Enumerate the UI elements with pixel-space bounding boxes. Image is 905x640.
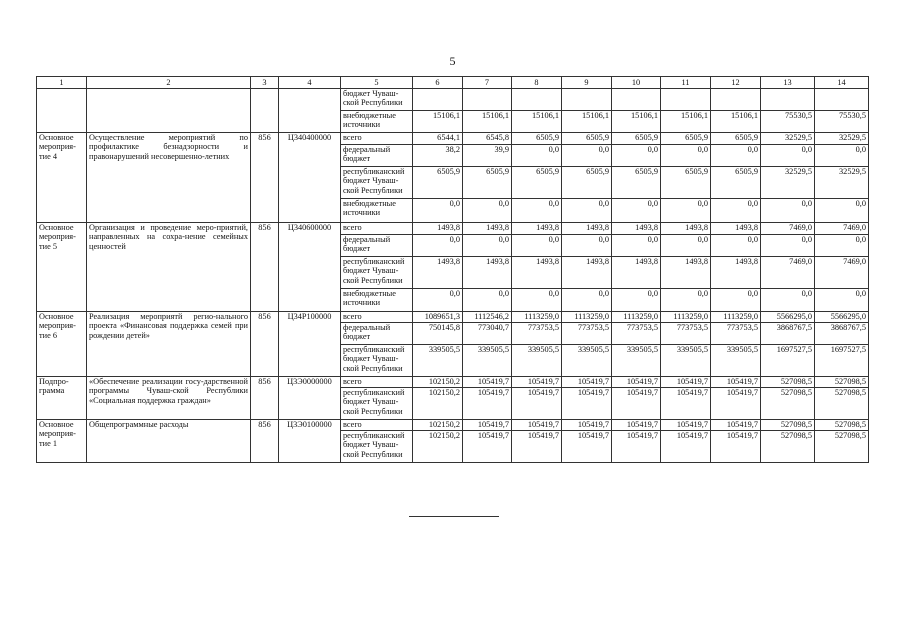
value-cell: 105419,7 <box>463 377 512 388</box>
value-cell: 102150,2 <box>413 431 463 463</box>
value-cell: 1089651,3 <box>413 312 463 323</box>
description-cell: «Обеспечение реализации госу-дарственной программы Чуваш-ской Республики «Социальная поддержка граждан» <box>87 377 251 420</box>
value-cell: 527098,5 <box>761 388 815 420</box>
value-cell: 6505,9 <box>562 133 612 145</box>
value-cell <box>512 89 562 111</box>
budget-table <box>36 76 869 463</box>
value-cell: 105419,7 <box>612 420 661 431</box>
value-cell: 0,0 <box>612 199 661 223</box>
value-cell: 15106,1 <box>612 111 661 133</box>
value-cell <box>612 89 661 111</box>
description-cell: Осуществление мероприятий по профилактике безнадзорности и правонарушений несовершенно-летних <box>87 133 251 223</box>
table-row <box>37 133 869 145</box>
funding-source-cell: федеральный бюджет <box>341 145 413 167</box>
funding-source-cell: всего <box>341 420 413 431</box>
classifier-code-cell: Ц34P100000 <box>279 312 341 377</box>
value-cell: 339505,5 <box>612 345 661 377</box>
value-cell: 0,0 <box>463 235 512 257</box>
value-cell: 102150,2 <box>413 377 463 388</box>
value-cell: 105419,7 <box>661 388 711 420</box>
value-cell: 0,0 <box>463 289 512 312</box>
value-cell: 527098,5 <box>761 420 815 431</box>
value-cell: 105419,7 <box>463 431 512 463</box>
value-cell: 39,9 <box>463 145 512 167</box>
funding-source-cell: республиканский бюджет Чуваш-ской Республики <box>341 431 413 463</box>
value-cell: 0,0 <box>512 145 562 167</box>
value-cell: 15106,1 <box>562 111 612 133</box>
value-cell: 0,0 <box>612 289 661 312</box>
value-cell: 0,0 <box>413 235 463 257</box>
description-cell <box>87 89 251 133</box>
value-cell: 7469,0 <box>815 223 869 235</box>
value-cell: 1493,8 <box>612 257 661 289</box>
value-cell: 527098,5 <box>815 377 869 388</box>
value-cell: 6505,9 <box>711 133 761 145</box>
funding-source-cell: всего <box>341 223 413 235</box>
value-cell: 0,0 <box>711 289 761 312</box>
value-cell <box>815 89 869 111</box>
funding-source-cell: всего <box>341 133 413 145</box>
value-cell: 105419,7 <box>711 431 761 463</box>
value-cell: 105419,7 <box>562 377 612 388</box>
column-number-10: 10 <box>612 77 661 89</box>
value-cell: 1697527,5 <box>815 345 869 377</box>
funding-source-cell: республиканский бюджет Чуваш-ской Республики <box>341 167 413 199</box>
value-cell: 6545,8 <box>463 133 512 145</box>
value-cell: 32529,5 <box>761 167 815 199</box>
value-cell <box>711 89 761 111</box>
value-cell: 105419,7 <box>711 420 761 431</box>
value-cell: 339505,5 <box>463 345 512 377</box>
value-cell: 0,0 <box>612 235 661 257</box>
funding-source-cell: всего <box>341 312 413 323</box>
value-cell: 1493,8 <box>661 257 711 289</box>
funding-source-cell: бюджет Чуваш-ской Республики <box>341 89 413 111</box>
funding-source-cell: внебюджетные источники <box>341 111 413 133</box>
classifier-code-cell: Ц340400000 <box>279 133 341 223</box>
value-cell: 1113259,0 <box>661 312 711 323</box>
table-row <box>37 223 869 235</box>
description-cell: Реализация мероприятй регио-нального проекта «Финансовая поддержка семей при рождении детей» <box>87 312 251 377</box>
column-number-1: 1 <box>37 77 87 89</box>
value-cell: 6505,9 <box>512 167 562 199</box>
funding-source-cell: федеральный бюджет <box>341 235 413 257</box>
value-cell: 1113259,0 <box>512 312 562 323</box>
value-cell: 1697527,5 <box>761 345 815 377</box>
value-cell: 0,0 <box>661 289 711 312</box>
value-cell: 6505,9 <box>612 133 661 145</box>
value-cell: 32529,5 <box>815 133 869 145</box>
column-number-8: 8 <box>512 77 562 89</box>
value-cell: 0,0 <box>711 145 761 167</box>
column-number-13: 13 <box>761 77 815 89</box>
value-cell: 105419,7 <box>512 377 562 388</box>
funding-source-cell: республиканский бюджет Чуваш-ской Республики <box>341 257 413 289</box>
value-cell: 527098,5 <box>815 431 869 463</box>
value-cell: 1493,8 <box>463 223 512 235</box>
column-number-6: 6 <box>413 77 463 89</box>
value-cell: 1493,8 <box>463 257 512 289</box>
value-cell: 0,0 <box>815 289 869 312</box>
value-cell: 105419,7 <box>463 388 512 420</box>
value-cell: 102150,2 <box>413 388 463 420</box>
value-cell: 0,0 <box>562 289 612 312</box>
column-number-12: 12 <box>711 77 761 89</box>
value-cell: 6505,9 <box>413 167 463 199</box>
value-cell: 105419,7 <box>512 388 562 420</box>
table-body <box>37 77 869 463</box>
value-cell: 773040,7 <box>463 323 512 345</box>
funding-source-cell: всего <box>341 377 413 388</box>
value-cell: 5566295,0 <box>815 312 869 323</box>
value-cell <box>463 89 512 111</box>
value-cell: 15106,1 <box>661 111 711 133</box>
value-cell: 3868767,5 <box>815 323 869 345</box>
value-cell: 750145,8 <box>413 323 463 345</box>
value-cell: 15106,1 <box>463 111 512 133</box>
value-cell: 339505,5 <box>711 345 761 377</box>
value-cell: 0,0 <box>413 289 463 312</box>
value-cell: 1113259,0 <box>711 312 761 323</box>
value-cell: 527098,5 <box>815 420 869 431</box>
value-cell <box>413 89 463 111</box>
value-cell: 1112546,2 <box>463 312 512 323</box>
value-cell: 0,0 <box>761 199 815 223</box>
classifier-code-cell <box>279 89 341 133</box>
value-cell: 75530,5 <box>761 111 815 133</box>
table-row <box>37 89 869 111</box>
value-cell: 1493,8 <box>413 257 463 289</box>
value-cell: 105419,7 <box>463 420 512 431</box>
column-number-4: 4 <box>279 77 341 89</box>
value-cell: 1493,8 <box>413 223 463 235</box>
value-cell: 7469,0 <box>815 257 869 289</box>
value-cell: 0,0 <box>562 145 612 167</box>
value-cell: 339505,5 <box>512 345 562 377</box>
funding-source-cell: внебюджетные источники <box>341 289 413 312</box>
value-cell: 0,0 <box>761 145 815 167</box>
value-cell: 0,0 <box>512 235 562 257</box>
value-cell: 0,0 <box>661 199 711 223</box>
row-label-cell: Основное мероприя-тие 5 <box>37 223 87 312</box>
value-cell: 0,0 <box>761 235 815 257</box>
value-cell: 339505,5 <box>562 345 612 377</box>
value-cell: 15106,1 <box>711 111 761 133</box>
value-cell: 773753,5 <box>512 323 562 345</box>
value-cell: 0,0 <box>815 145 869 167</box>
funding-source-cell: внебюджетные источники <box>341 199 413 223</box>
value-cell: 773753,5 <box>562 323 612 345</box>
value-cell: 0,0 <box>711 199 761 223</box>
value-cell: 105419,7 <box>562 388 612 420</box>
classifier-code-cell: Ц3Э0100000 <box>279 420 341 463</box>
value-cell: 1493,8 <box>512 223 562 235</box>
value-cell: 6505,9 <box>661 167 711 199</box>
value-cell: 1113259,0 <box>562 312 612 323</box>
footer-rule <box>409 516 499 517</box>
column-number-row <box>37 77 869 89</box>
value-cell: 1493,8 <box>562 223 612 235</box>
value-cell: 0,0 <box>562 199 612 223</box>
value-cell: 339505,5 <box>661 345 711 377</box>
value-cell: 6544,1 <box>413 133 463 145</box>
row-label-cell: Подпро-грамма <box>37 377 87 420</box>
column-number-2: 2 <box>87 77 251 89</box>
value-cell: 7469,0 <box>761 223 815 235</box>
grbs-code-cell: 856 <box>251 377 279 420</box>
value-cell: 105419,7 <box>661 431 711 463</box>
column-number-11: 11 <box>661 77 711 89</box>
value-cell: 75530,5 <box>815 111 869 133</box>
value-cell: 105419,7 <box>612 377 661 388</box>
value-cell: 1493,8 <box>661 223 711 235</box>
value-cell: 6505,9 <box>661 133 711 145</box>
grbs-code-cell: 856 <box>251 133 279 223</box>
value-cell: 38,2 <box>413 145 463 167</box>
table-row <box>37 377 869 388</box>
funding-source-cell: федеральный бюджет <box>341 323 413 345</box>
value-cell: 105419,7 <box>661 420 711 431</box>
value-cell: 15106,1 <box>512 111 562 133</box>
value-cell: 773753,5 <box>711 323 761 345</box>
value-cell: 6505,9 <box>711 167 761 199</box>
table-row <box>37 420 869 431</box>
value-cell: 6505,9 <box>512 133 562 145</box>
value-cell: 105419,7 <box>711 377 761 388</box>
value-cell: 0,0 <box>711 235 761 257</box>
column-number-9: 9 <box>562 77 612 89</box>
page-number: 5 <box>449 54 456 68</box>
value-cell: 0,0 <box>815 235 869 257</box>
value-cell: 5566295,0 <box>761 312 815 323</box>
value-cell: 1493,8 <box>711 257 761 289</box>
value-cell: 1113259,0 <box>612 312 661 323</box>
value-cell: 0,0 <box>512 199 562 223</box>
value-cell: 7469,0 <box>761 257 815 289</box>
value-cell: 102150,2 <box>413 420 463 431</box>
value-cell: 15106,1 <box>413 111 463 133</box>
value-cell: 0,0 <box>463 199 512 223</box>
column-number-7: 7 <box>463 77 512 89</box>
value-cell: 32529,5 <box>761 133 815 145</box>
column-number-5: 5 <box>341 77 413 89</box>
value-cell: 105419,7 <box>512 420 562 431</box>
value-cell: 0,0 <box>661 145 711 167</box>
value-cell: 0,0 <box>761 289 815 312</box>
value-cell: 773753,5 <box>612 323 661 345</box>
value-cell: 0,0 <box>413 199 463 223</box>
value-cell: 1493,8 <box>562 257 612 289</box>
column-number-14: 14 <box>815 77 869 89</box>
value-cell: 105419,7 <box>562 420 612 431</box>
value-cell: 3868767,5 <box>761 323 815 345</box>
value-cell <box>661 89 711 111</box>
value-cell: 1493,8 <box>612 223 661 235</box>
value-cell: 527098,5 <box>761 431 815 463</box>
value-cell: 527098,5 <box>815 388 869 420</box>
row-label-cell <box>37 89 87 133</box>
value-cell: 105419,7 <box>612 431 661 463</box>
value-cell: 0,0 <box>661 235 711 257</box>
row-label-cell: Основное мероприя-тие 6 <box>37 312 87 377</box>
value-cell: 6505,9 <box>612 167 661 199</box>
value-cell: 0,0 <box>815 199 869 223</box>
funding-source-cell: республиканский бюджет Чуваш-ской Республики <box>341 388 413 420</box>
value-cell <box>562 89 612 111</box>
value-cell: 527098,5 <box>761 377 815 388</box>
grbs-code-cell: 856 <box>251 312 279 377</box>
value-cell: 105419,7 <box>512 431 562 463</box>
value-cell: 105419,7 <box>711 388 761 420</box>
value-cell: 0,0 <box>562 235 612 257</box>
description-cell: Организация и проведение меро-приятий, направленных на сохра-нение семейных ценностей <box>87 223 251 312</box>
table-row <box>37 312 869 323</box>
description-cell: Общепрограммные расходы <box>87 420 251 463</box>
value-cell: 105419,7 <box>661 377 711 388</box>
column-number-3: 3 <box>251 77 279 89</box>
value-cell: 105419,7 <box>612 388 661 420</box>
classifier-code-cell: Ц340600000 <box>279 223 341 312</box>
value-cell: 105419,7 <box>562 431 612 463</box>
funding-source-cell: республиканский бюджет Чуваш-ской Республики <box>341 345 413 377</box>
value-cell: 1493,8 <box>711 223 761 235</box>
value-cell: 32529,5 <box>815 167 869 199</box>
row-label-cell: Основное мероприя-тие 1 <box>37 420 87 463</box>
grbs-code-cell: 856 <box>251 223 279 312</box>
value-cell: 6505,9 <box>562 167 612 199</box>
value-cell: 0,0 <box>512 289 562 312</box>
classifier-code-cell: Ц3Э0000000 <box>279 377 341 420</box>
value-cell: 339505,5 <box>413 345 463 377</box>
value-cell: 0,0 <box>612 145 661 167</box>
grbs-code-cell <box>251 89 279 133</box>
row-label-cell: Основное мероприя-тие 4 <box>37 133 87 223</box>
value-cell: 1493,8 <box>512 257 562 289</box>
value-cell: 6505,9 <box>463 167 512 199</box>
grbs-code-cell: 856 <box>251 420 279 463</box>
value-cell: 773753,5 <box>661 323 711 345</box>
value-cell <box>761 89 815 111</box>
